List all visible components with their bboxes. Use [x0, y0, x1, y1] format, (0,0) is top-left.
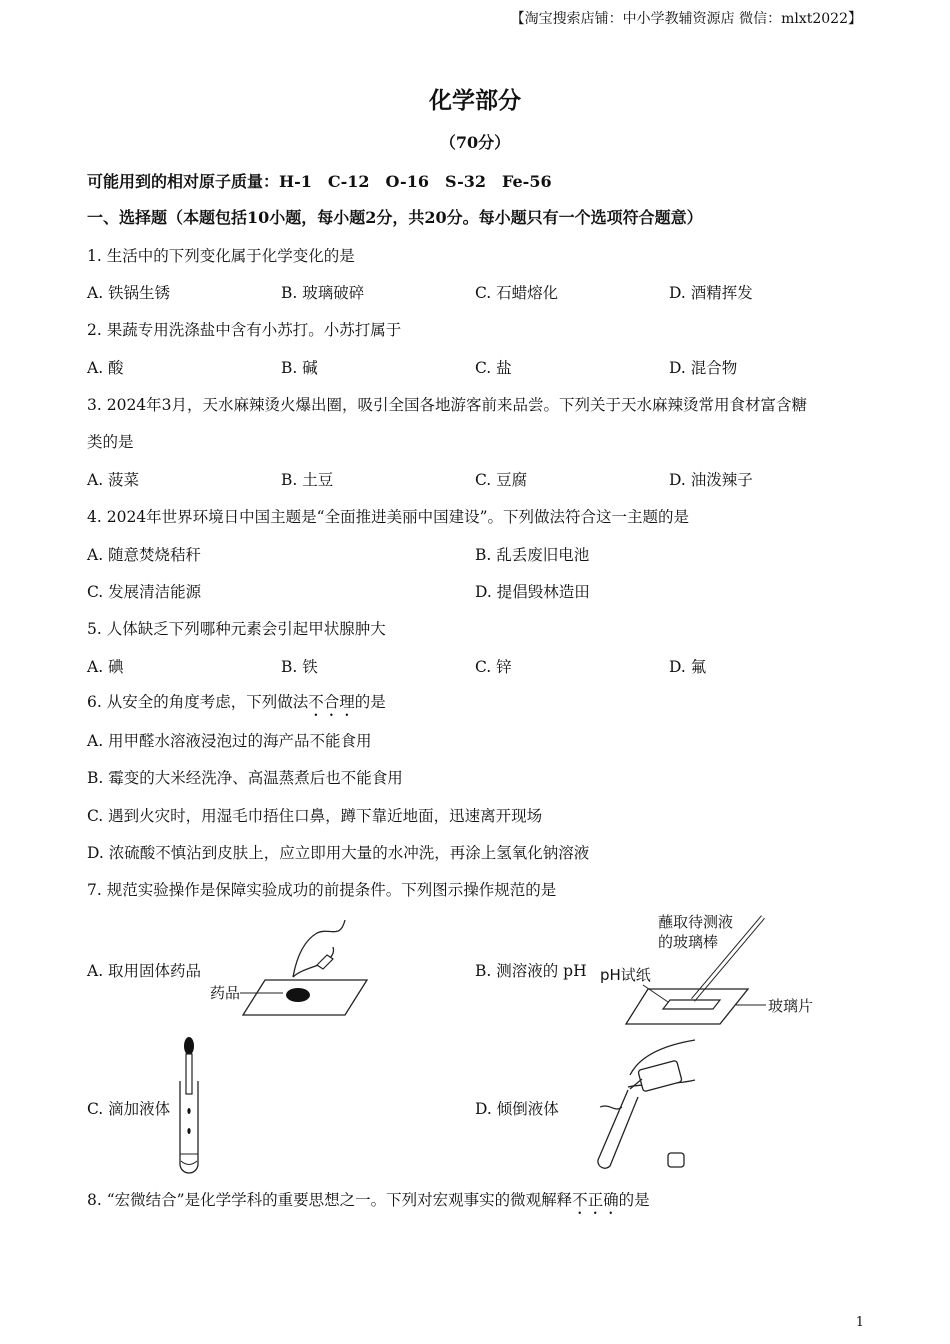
q7-option-c: C. 滴加液体 [87, 1100, 171, 1118]
q5-option-d: D. 氟 [669, 658, 707, 676]
q4-option-d: D. 提倡毁林造田 [475, 583, 590, 601]
q5-option-c: C. 锌 [475, 658, 512, 676]
q3-option-a: A. 菠菜 [87, 471, 140, 489]
score-note: （70分） [439, 133, 511, 152]
ph-paper [663, 1000, 720, 1009]
hand-icon [293, 920, 345, 977]
fig-b-label-paper: pH试纸 [600, 966, 651, 984]
q8-stem-emphasis: 不正确 [572, 1191, 619, 1209]
q4-stem: 4. 2024年世界环境日中国主题是“全面推进美丽中国建设”。下列做法符合这一主题的是 [87, 508, 690, 526]
bottle-stopper [668, 1153, 684, 1167]
q5-option-a: A. 碘 [87, 658, 124, 676]
section-heading: 一、选择题（本题包括10小题，每小题2分，共20分。每小题只有一个选项符合题意） [87, 208, 703, 227]
q1-option-d: D. 酒精挥发 [669, 284, 753, 302]
q8-stem-pre: 8. “宏微结合”是化学学科的重要思想之一。下列对宏观事实的微观解释 [87, 1191, 573, 1209]
q3-stem-line2: 类的是 [87, 433, 134, 451]
glass-slide [626, 989, 748, 1024]
atomic-masses: 可能用到的相对原子质量：H-1 C-12 O-16 S-32 Fe-56 [87, 172, 552, 191]
q4-option-c: C. 发展清洁能源 [87, 583, 202, 601]
q2-option-d: D. 混合物 [669, 359, 738, 377]
fig-b-label-rod2: 的玻璃棒 [658, 933, 719, 951]
fig-b-label-glass: 玻璃片 [768, 997, 814, 1015]
q6-stem [87, 690, 386, 720]
reagent-bottle-icon [317, 955, 333, 969]
fig-b-label-rod1: 蘸取待测液 [658, 913, 734, 931]
dropper-tube [186, 1054, 192, 1094]
bottle-neck [630, 1079, 642, 1089]
q7-option-a: A. 取用固体药品 [87, 962, 202, 980]
q6-option-a: A. 用甲醛水溶液浸泡过的海产品不能食用 [87, 732, 372, 750]
figure-dropper [170, 1036, 215, 1176]
figure-pouring [570, 1035, 705, 1175]
q4-option-b: B. 乱丢废旧电池 [475, 546, 590, 564]
q1-option-b: B. 玻璃破碎 [281, 284, 365, 302]
q8-stem [87, 1188, 650, 1218]
dropper-bulb [184, 1037, 194, 1055]
holding-hand-icon [600, 1106, 622, 1109]
fig-a-label: 药品 [210, 984, 241, 1002]
reagent-bottle [638, 1060, 682, 1092]
q6-stem-emphasis: 不合理 [308, 693, 355, 711]
q1-option-c: C. 石蜡熔化 [475, 284, 559, 302]
q6-option-d: D. 浓硫酸不慎沾到皮肤上，应立即用大量的水冲洗，再涂上氢氧化钠溶液 [87, 844, 590, 862]
q5-option-b: B. 铁 [281, 658, 318, 676]
q3-stem-line1: 3. 2024年3月，天水麻辣烫火爆出圈，吸引全国各地游客前来品尝。下列关于天水麻辣烫常用食材富含糖 [87, 396, 808, 414]
test-tube [598, 1090, 638, 1168]
page-number: 1 [855, 1315, 864, 1330]
q2-option-b: B. 碱 [281, 359, 318, 377]
header-note: 【淘宝搜索店铺：中小学教辅资源店 微信：mlxt2022】 [510, 11, 862, 27]
q6-option-b: B. 霉变的大米经洗净、高温蒸煮后也不能食用 [87, 769, 403, 787]
q3-option-b: B. 土豆 [281, 471, 334, 489]
q2-option-c: C. 盐 [475, 359, 512, 377]
paper-leader-line [643, 985, 668, 1002]
q5-stem: 5. 人体缺乏下列哪种元素会引起甲状腺肿大 [87, 620, 386, 638]
q1-stem: 1. 生活中的下列变化属于化学变化的是 [87, 247, 355, 265]
q2-option-a: A. 酸 [87, 359, 124, 377]
figure-ph-test [598, 907, 833, 1032]
q7-stem: 7. 规范实验操作是保障实验成功的前提条件。下列图示操作规范的是 [87, 881, 557, 899]
q7-option-d: D. 倾倒液体 [475, 1100, 559, 1118]
drop-1 [187, 1108, 190, 1114]
q2-stem: 2. 果蔬专用洗涤盐中含有小苏打。小苏打属于 [87, 321, 402, 339]
q1-option-a: A. 铁锅生锈 [87, 284, 171, 302]
test-tube [180, 1081, 198, 1173]
q4-option-a: A. 随意焚烧秸秆 [87, 546, 202, 564]
liquid-hatch [181, 1161, 197, 1165]
q3-option-d: D. 油泼辣子 [669, 471, 753, 489]
reagent-pile [286, 988, 310, 1002]
q6-stem-pre: 6. 从安全的角度考虑，下列做法 [87, 693, 309, 711]
q8-stem-post: 的是 [618, 1191, 650, 1209]
drop-2 [187, 1128, 190, 1134]
page-title: 化学部分 [429, 87, 521, 114]
figure-solid-reagent [205, 915, 375, 1025]
q7-option-b: B. 测溶液的 pH [475, 962, 587, 980]
q6-option-c: C. 遇到火灾时，用湿毛巾捂住口鼻，蹲下靠近地面，迅速离开现场 [87, 807, 543, 825]
q3-option-c: C. 豆腐 [475, 471, 528, 489]
q6-stem-post: 的是 [354, 693, 386, 711]
